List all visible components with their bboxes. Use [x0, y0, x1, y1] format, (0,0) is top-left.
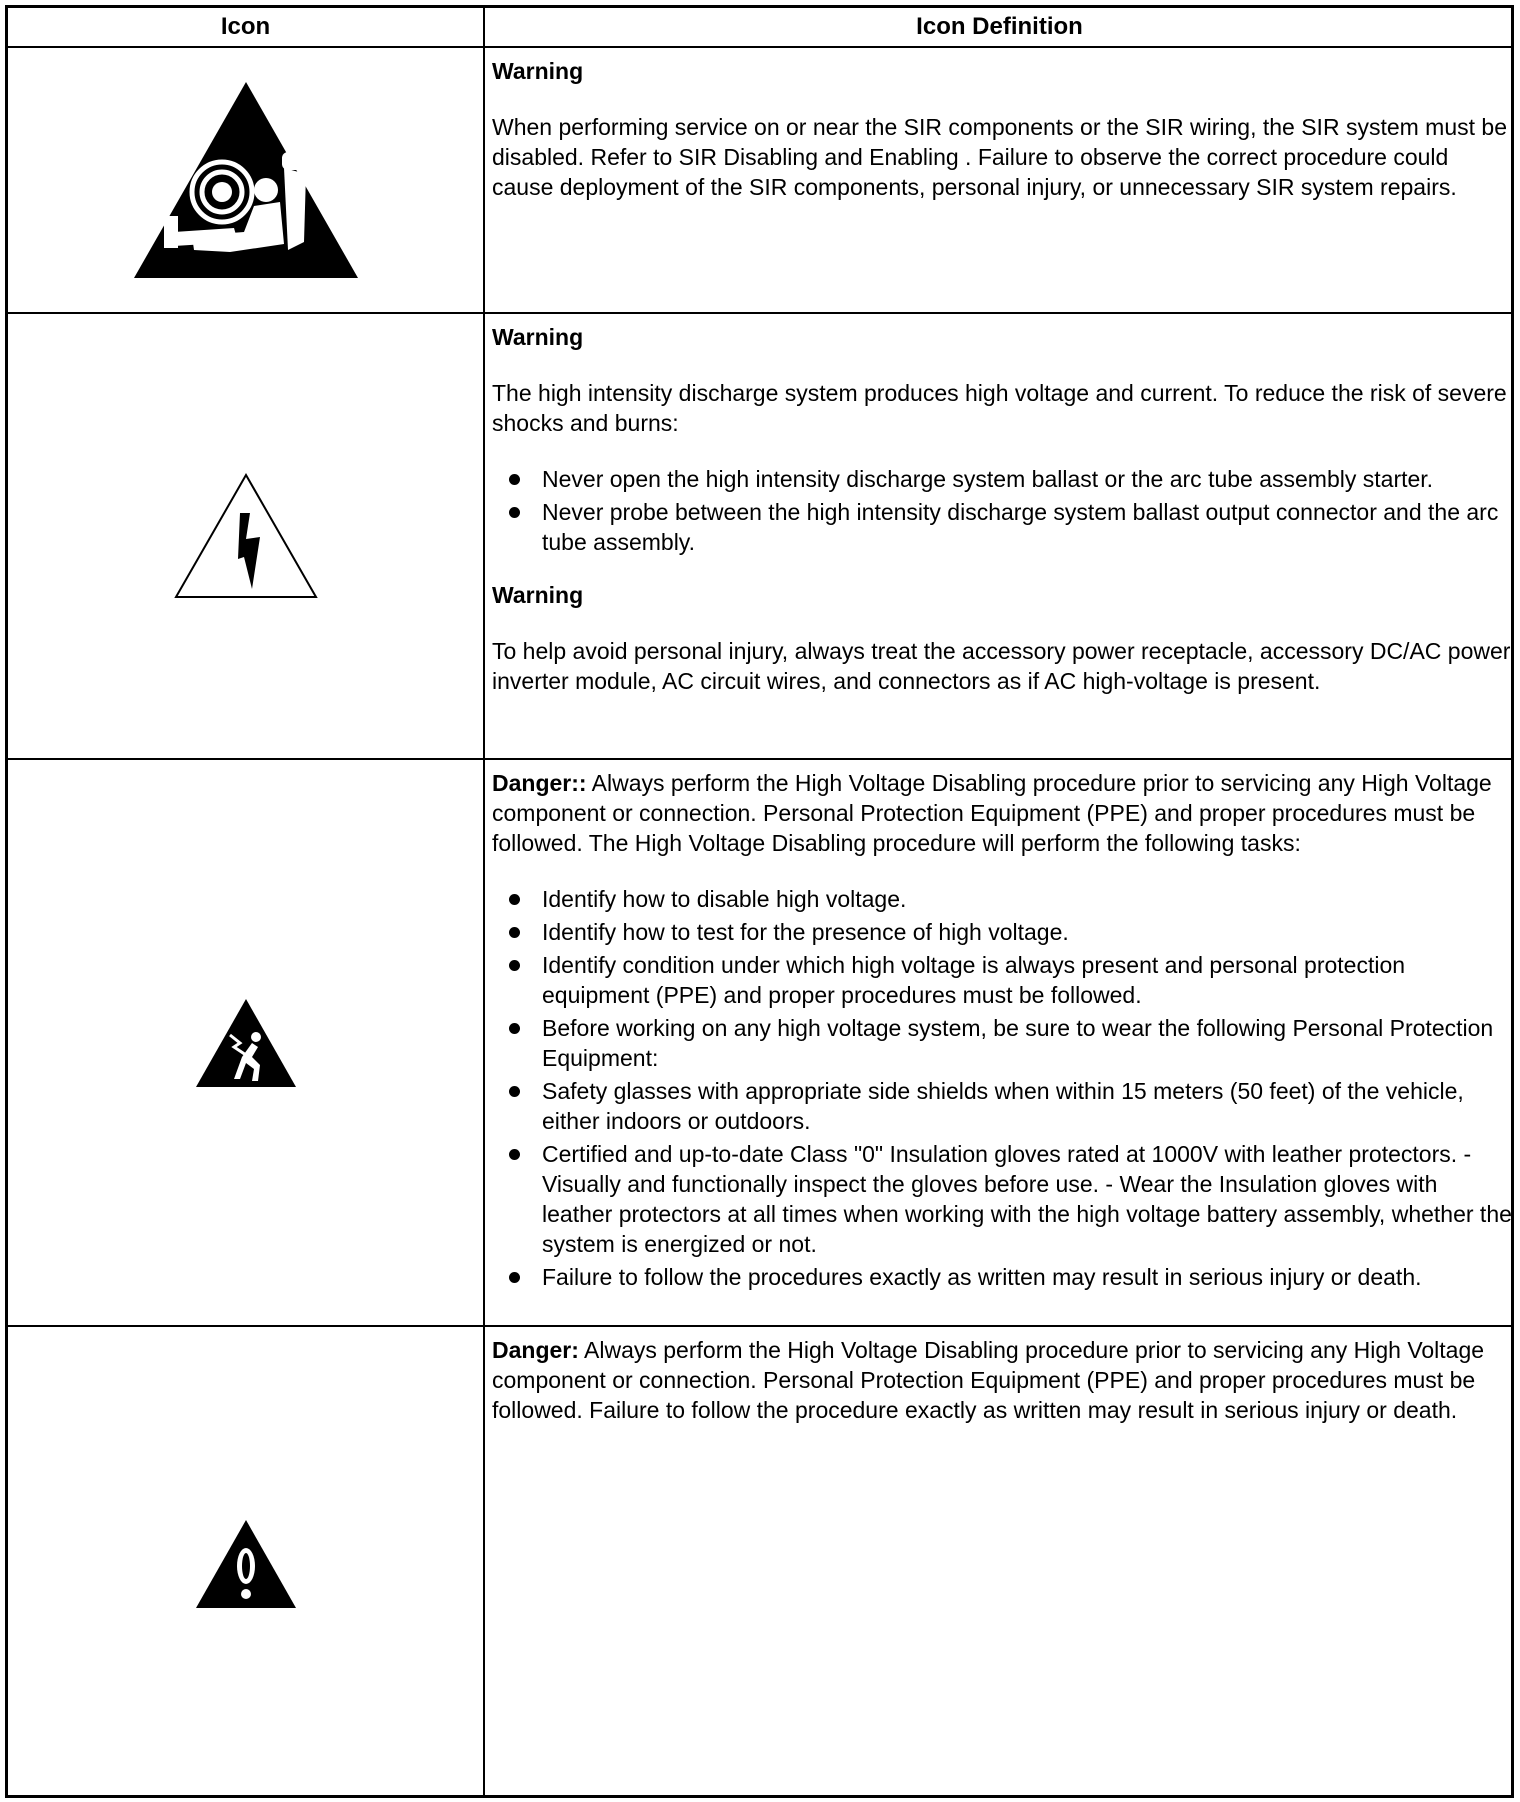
danger-bullet-list	[492, 884, 1512, 1292]
warning-title: Warning	[492, 582, 584, 608]
row-1-icon-cell	[8, 48, 483, 312]
icon-definition-table	[5, 5, 1514, 1798]
warning-title: Warning	[492, 324, 584, 350]
warning-bullet-list	[492, 464, 1512, 557]
column-divider	[483, 8, 485, 1795]
list-item: Safety glasses with appropriate side shields when within 15 meters (50 feet) of the vehicle, either indoors or outdoors.	[492, 1076, 1512, 1136]
exclamation-danger-icon	[196, 1520, 296, 1608]
airbag-warning-icon	[134, 82, 358, 278]
danger-text	[492, 768, 1512, 858]
list-item: Certified and up-to-date Class "0" Insulation gloves rated at 1000V with leather protectors. - Visually and functionally inspect the gloves before use. - Wear the Insulation gloves with leather protectors at all times when working with the high voltage battery assembly, whether the system is energized or not.	[492, 1139, 1512, 1259]
list-item: Never probe between the high intensity discharge system ballast output connector and the arc tube assembly.	[492, 497, 1512, 557]
header-icon: Icon	[220, 13, 271, 40]
row-4-definition	[492, 1335, 1512, 1425]
row-1-definition	[492, 56, 1512, 202]
danger-text	[492, 1335, 1512, 1425]
row-3-definition	[492, 768, 1512, 1295]
row-4-icon-cell	[8, 1327, 483, 1801]
danger-body: Always perform the High Voltage Disabling procedure prior to servicing any High Voltage component or connection. Personal Protection Equipment (PPE) and proper procedures must be followed. Failure to follow the procedure exactly as written may result in serious injury or death.	[492, 1337, 1485, 1423]
list-item: Identify how to test for the presence of high voltage.	[492, 917, 1512, 947]
warning-text: The high intensity discharge system produces high voltage and current. To reduce the risk of severe shocks and burns:	[492, 380, 1507, 436]
electric-shock-danger-icon	[196, 999, 296, 1087]
row-2-definition	[492, 322, 1512, 696]
warning-title: Warning	[492, 58, 584, 84]
danger-label: Danger:	[492, 1337, 579, 1363]
row-3-icon-cell	[8, 760, 483, 1325]
list-item: Identify condition under which high voltage is always present and personal protection equipment (PPE) and proper procedures must be followed.	[492, 950, 1512, 1010]
warning-text: To help avoid personal injury, always treat the accessory power receptacle, accessory DC/AC power inverter module, AC circuit wires, and connectors as if AC high-voltage is present.	[492, 638, 1511, 694]
danger-body: Always perform the High Voltage Disabling procedure prior to servicing any High Voltage component or connection. Personal Protection Equipment (PPE) and proper procedures must be followed. The High Voltage Disabling procedure will perform the following tasks:	[492, 770, 1492, 856]
list-item: Before working on any high voltage system, be sure to wear the following Personal Protection Equipment:	[492, 1013, 1512, 1073]
row-2-icon-cell	[8, 314, 483, 758]
danger-label: Danger::	[492, 770, 587, 796]
high-voltage-warning-icon	[174, 473, 318, 599]
list-item: Never open the high intensity discharge system ballast or the arc tube assembly starter.	[492, 464, 1512, 494]
warning-text: When performing service on or near the SIR components or the SIR wiring, the SIR system must be disabled. Refer to SIR Disabling and Enabling . Failure to observe the correct procedure could cause deployment of the SIR components, personal injury, or unnecessary SIR system repairs.	[492, 114, 1507, 200]
list-item: Identify how to disable high voltage.	[492, 884, 1512, 914]
header-icon-definition: Icon Definition	[916, 13, 1083, 40]
list-item: Failure to follow the procedures exactly as written may result in serious injury or death.	[492, 1262, 1512, 1292]
